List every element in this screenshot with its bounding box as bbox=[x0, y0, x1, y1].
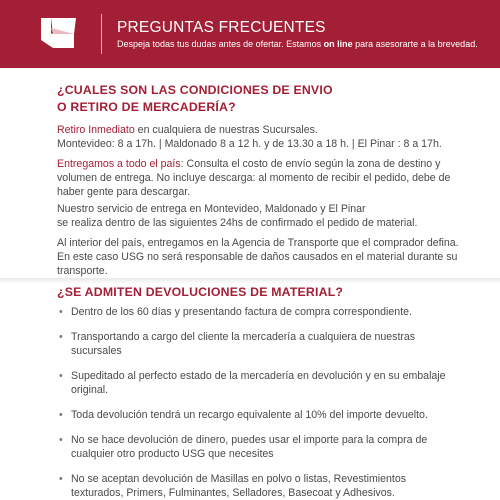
page-subtitle: Despeja todas tus dudas antes de ofertar. Estamos on line para asesorarte a la brevedad. bbox=[117, 39, 478, 49]
usg-logo-icon bbox=[36, 14, 78, 54]
delivery-paragraph: Entregamos a todo el país: Consulta el costo de envío según la zona de destino y volumen de entrega. No incluye descarga: al momento de recibir el pedido, debe de haber gente para descargar. bbox=[57, 158, 451, 198]
interior-paragraph: Al interior del país, entregamos en la Agencia de Transporte que el comprador defina. En este caso USG no será responsable de daños causados en el material durante su transporte. bbox=[57, 237, 459, 277]
faq-header bbox=[0, 0, 500, 68]
returns-list bbox=[57, 305, 457, 500]
list-item: • Transportando a cargo del cliente la mercadería a cualquiera de nuestras sucursales bbox=[57, 330, 457, 358]
section-returns bbox=[57, 284, 477, 301]
list-item: • No se aceptan devolución de Masillas en polvo o listas, Revestimientos texturados, Primers, Fulminantes, Selladores, Basecoat y Adhesivos. bbox=[57, 472, 457, 500]
service-paragraph: Nuestro servicio de entrega en Montevideo, Maldonado y El Pinar se realiza dentro de las siguientes 24hs de confirmado el pedido de material. bbox=[57, 203, 418, 229]
list-item: • Dentro de los 60 días y presentando factura de compra correspondiente. bbox=[57, 305, 457, 319]
pickup-paragraph: Retiro Inmediato en cualquiera de nuestras Sucursales. Montevideo: 8 a 17h. | Maldonado 8 a 12 h. y de 13.30 a 18 h. | El Pinar : 8 a 17h. bbox=[57, 124, 442, 150]
section-shipping bbox=[57, 82, 477, 116]
page-title: PREGUNTAS FRECUENTES bbox=[117, 19, 326, 36]
list-item: • Supeditado al perfecto estado de la mercadería en devolución y en su embalaje original. bbox=[57, 369, 457, 397]
shipping-question-title: ¿CUALES SON LAS CONDICIONES DE ENVIO O RETIRO DE MERCADERÍA? bbox=[57, 83, 333, 114]
returns-question-title: ¿SE ADMITEN DEVOLUCIONES DE MATERIAL? bbox=[57, 285, 344, 299]
list-item: • No se hace devolución de dinero, puedes usar el importe para la compra de cualquier otro producto USG que necesites bbox=[57, 433, 457, 461]
header-divider bbox=[101, 14, 102, 54]
list-item: • Toda devolución tendrá un recargo equivalente al 10% del importe devuelto. bbox=[57, 408, 457, 422]
